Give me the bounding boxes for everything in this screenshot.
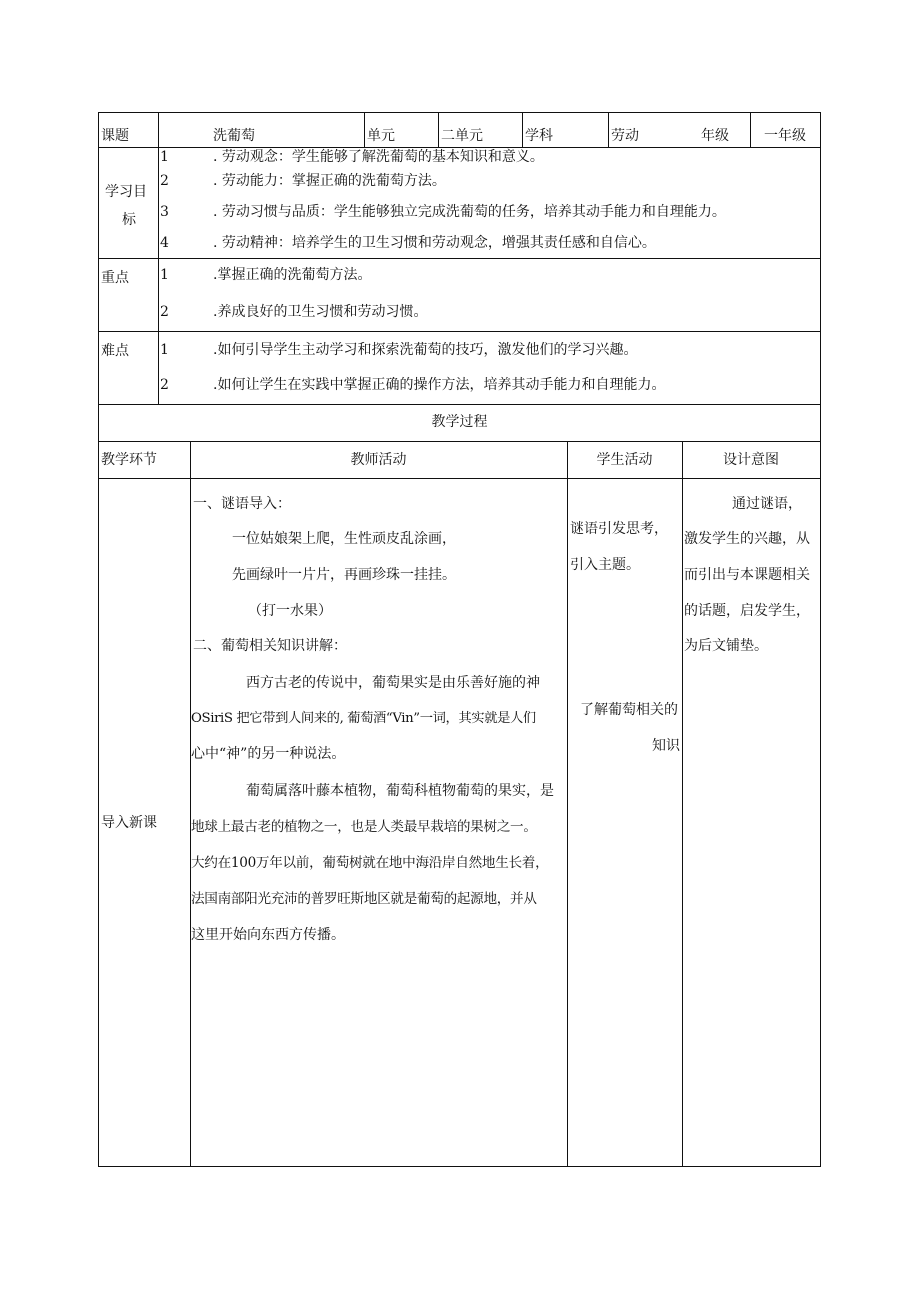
difficulty-text: .如何引导学生主动学习和探索洗葡萄的技巧，激发他们的学习兴趣。 <box>213 342 638 358</box>
course-label: 课题 <box>101 128 129 144</box>
difficulty-num: 1 <box>160 342 169 358</box>
difficulty-num: 2 <box>160 377 169 393</box>
teacher-line: （打一水果） <box>248 603 332 619</box>
grade-value: 一年级 <box>764 128 806 144</box>
table-border-top <box>98 112 821 113</box>
column-header-student: 学生活动 <box>596 452 653 468</box>
intent-line: 而引出与本课题相关 <box>684 567 810 583</box>
objective-text: . 劳动习惯与品质：学生能够独立完成洗葡萄的任务，培养其动手能力和自理能力。 <box>213 204 726 220</box>
teacher-line: 一位姑娘架上爬，生性顽皮乱涂画， <box>232 531 456 547</box>
col-divider <box>750 112 751 148</box>
objective-text: . 劳动精神：培养学生的卫生习惯和劳动观念，增强其责任感和自信心。 <box>213 235 656 251</box>
objective-num: 2 <box>160 173 169 189</box>
teacher-line: 一、谜语导入： <box>193 496 291 512</box>
unit-label: 单元 <box>367 128 395 144</box>
teacher-line: OSiriS 把它带到人间来的, 葡萄酒“Vin”一词，其实就是人们 <box>191 711 536 726</box>
col-divider <box>158 112 159 148</box>
column-header-stage: 教学环节 <box>101 452 157 468</box>
objectives-label: 学习目 <box>105 184 147 200</box>
teacher-line: 地球上最古老的植物之一，也是人类最早栽培的果树之一。 <box>191 819 537 835</box>
teacher-line: 心中“神”的另一种说法。 <box>191 746 346 762</box>
subject-value: 劳动 <box>611 128 639 144</box>
row-divider <box>98 441 821 442</box>
col-divider <box>364 112 365 148</box>
row-divider <box>98 331 821 332</box>
teacher-line: 法国南部阳光充沛的普罗旺斯地区就是葡萄的起源地，并从 <box>191 891 537 907</box>
teacher-line: 大约在100万年以前，葡萄树就在地中海沿岸自然地生长着， <box>191 855 549 871</box>
teacher-line: 二、葡萄相关知识讲解： <box>193 638 347 654</box>
unit-value: 二单元 <box>441 128 483 144</box>
intent-line: 的话题，启发学生， <box>684 603 810 619</box>
col-divider <box>682 441 683 1167</box>
intent-line: 为后文铺垫。 <box>684 638 768 654</box>
course-value: 洗葡萄 <box>213 128 255 144</box>
column-header-intent: 设计意图 <box>723 452 779 468</box>
student-line: 知识 <box>652 738 680 754</box>
col-divider <box>522 112 523 148</box>
teacher-line: 这里开始向东西方传播。 <box>191 927 345 943</box>
key-point-num: 2 <box>160 304 169 320</box>
key-point-text: .掌握正确的洗葡萄方法。 <box>213 267 372 283</box>
row-divider <box>98 478 821 479</box>
objective-num: 3 <box>160 204 169 220</box>
process-title: 教学过程 <box>431 414 488 430</box>
stage-cell: 导入新课 <box>101 815 157 831</box>
col-divider <box>608 112 609 148</box>
column-header-teacher: 教师活动 <box>350 452 407 468</box>
teacher-line: 西方古老的传说中，葡萄果实是由乐善好施的神 <box>246 675 540 691</box>
row-divider <box>98 258 821 259</box>
col-divider <box>158 147 159 405</box>
objective-num: 1 <box>160 149 169 165</box>
col-divider <box>190 441 191 1167</box>
table-border-right <box>820 112 821 1167</box>
student-line: 谜语引发思考， <box>570 521 668 537</box>
row-divider <box>98 404 821 405</box>
objective-text: . 劳动能力：掌握正确的洗葡萄方法。 <box>213 173 446 189</box>
intent-line: 通过谜语， <box>732 496 802 512</box>
objective-num: 4 <box>160 235 169 251</box>
difficulty-text: .如何让学生在实践中掌握正确的操作方法，培养其动手能力和自理能力。 <box>213 377 666 393</box>
student-line: 引入主题。 <box>570 557 640 573</box>
col-divider <box>567 441 568 1167</box>
row-divider <box>98 147 821 148</box>
student-line: 了解葡萄相关的 <box>580 702 678 718</box>
intent-line: 激发学生的兴趣，从 <box>684 531 810 547</box>
key-point-num: 1 <box>160 267 169 283</box>
difficulties-label: 难点 <box>101 343 129 359</box>
objective-text: . 劳动观念：学生能够了解洗葡萄的基本知识和意义。 <box>213 149 544 165</box>
objectives-label-2: 标 <box>122 212 136 228</box>
grade-label: 年级 <box>701 128 729 144</box>
table-border-left <box>98 112 99 1167</box>
col-divider <box>438 112 439 148</box>
key-point-text: .养成良好的卫生习惯和劳动习惯。 <box>213 304 428 320</box>
key-points-label: 重点 <box>101 270 129 286</box>
table-border-bottom <box>98 1166 821 1167</box>
teacher-line: 葡萄属落叶藤本植物，葡萄科植物葡萄的果实，是 <box>246 783 554 799</box>
subject-label: 学科 <box>525 128 553 144</box>
teacher-line: 先画绿叶一片片，再画珍珠一挂挂。 <box>232 567 456 583</box>
